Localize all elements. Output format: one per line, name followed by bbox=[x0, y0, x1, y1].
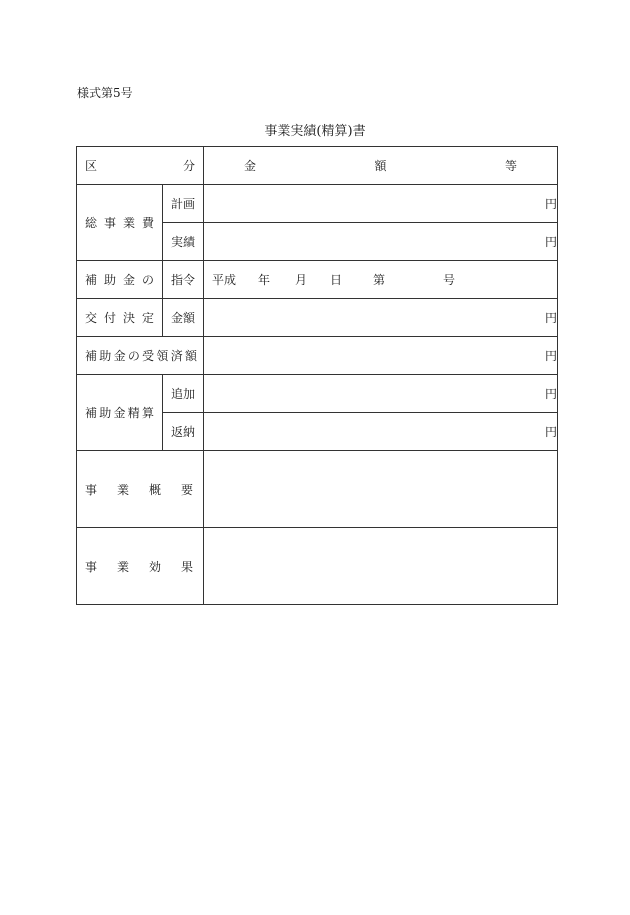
yen-unit: 円 bbox=[544, 311, 557, 325]
header-amount-cell bbox=[204, 147, 558, 185]
received-char: 金 bbox=[113, 349, 126, 363]
settlement-char: 精 bbox=[127, 406, 140, 420]
return-label: 返納 bbox=[163, 413, 204, 451]
settlement-char: 算 bbox=[141, 406, 154, 420]
yen-unit: 円 bbox=[544, 235, 557, 249]
received-char: 受 bbox=[142, 349, 155, 363]
grant-decision-char: 金 bbox=[122, 273, 135, 287]
yen-unit: 円 bbox=[544, 387, 557, 401]
grant-amount-row bbox=[77, 299, 558, 337]
grant-decision-char: 決 bbox=[122, 311, 135, 325]
overview-char: 概 bbox=[148, 482, 161, 497]
received-label-cell bbox=[77, 337, 204, 375]
order-era: 平成 bbox=[212, 273, 237, 287]
grant-decision-char: の bbox=[141, 273, 154, 287]
order-day: 日 bbox=[330, 273, 343, 287]
plan-label: 計画 bbox=[163, 185, 204, 223]
effect-char: 事 bbox=[85, 559, 98, 574]
settlement-add-row bbox=[77, 375, 558, 413]
actual-amount-field[interactable] bbox=[204, 223, 558, 261]
add-amount-field[interactable] bbox=[204, 375, 558, 413]
total-cost-label-cell bbox=[77, 185, 163, 261]
document-title: 事業実績(精算)書 bbox=[264, 124, 366, 139]
grant-order-row bbox=[77, 261, 558, 299]
total-cost-char: 費 bbox=[141, 216, 154, 230]
received-char: 額 bbox=[184, 349, 197, 363]
settlement-label-cell bbox=[77, 375, 163, 451]
grant-decision-char: 付 bbox=[103, 311, 116, 325]
header-amount-char: 等 bbox=[504, 159, 517, 173]
yen-unit: 円 bbox=[544, 349, 557, 363]
overview-char: 事 bbox=[85, 482, 98, 497]
order-year: 年 bbox=[258, 273, 271, 287]
received-char: 助 bbox=[99, 349, 112, 363]
total-cost-char: 事 bbox=[103, 216, 116, 230]
overview-row bbox=[77, 451, 558, 528]
header-category-char: 区 bbox=[85, 159, 98, 173]
received-char: 済 bbox=[170, 349, 183, 363]
actual-label: 実績 bbox=[163, 223, 204, 261]
header-amount-char: 金 bbox=[244, 159, 257, 173]
overview-label-cell bbox=[77, 451, 204, 528]
received-char: の bbox=[127, 349, 140, 363]
order-label: 指令 bbox=[163, 261, 204, 299]
yen-unit: 円 bbox=[544, 197, 557, 211]
grant-decision-char: 定 bbox=[141, 311, 154, 325]
effect-row bbox=[77, 528, 558, 605]
header-amount-char: 額 bbox=[374, 159, 387, 173]
grant-decision-char: 助 bbox=[103, 273, 116, 287]
grant-decision-label-line2 bbox=[77, 299, 163, 337]
order-month: 月 bbox=[295, 273, 308, 287]
total-cost-char: 業 bbox=[122, 216, 135, 230]
settlement-char: 金 bbox=[113, 406, 126, 420]
order-go: 号 bbox=[443, 273, 456, 287]
add-label: 追加 bbox=[163, 375, 204, 413]
grant-amount-field[interactable] bbox=[204, 299, 558, 337]
amount-label: 金額 bbox=[163, 299, 204, 337]
return-amount-field[interactable] bbox=[204, 413, 558, 451]
grant-decision-char: 補 bbox=[85, 273, 98, 287]
header-category-char: 分 bbox=[182, 159, 195, 173]
effect-char: 果 bbox=[180, 559, 193, 574]
settlement-char: 助 bbox=[99, 406, 112, 420]
effect-char: 効 bbox=[148, 559, 161, 574]
effect-label-cell bbox=[77, 528, 204, 605]
overview-char: 要 bbox=[180, 482, 193, 497]
grant-decision-label-line1 bbox=[77, 261, 163, 299]
header-category-cell bbox=[77, 147, 204, 185]
form-number: 様式第5号 bbox=[77, 86, 133, 100]
plan-amount-field[interactable] bbox=[204, 185, 558, 223]
effect-field[interactable] bbox=[204, 528, 558, 605]
received-amount-field[interactable] bbox=[204, 337, 558, 375]
order-dai: 第 bbox=[373, 273, 386, 287]
received-char: 補 bbox=[85, 349, 98, 363]
effect-char: 業 bbox=[116, 559, 129, 574]
overview-field[interactable] bbox=[204, 451, 558, 528]
report-table bbox=[76, 146, 558, 605]
total-cost-plan-row bbox=[77, 185, 558, 223]
settlement-char: 補 bbox=[85, 406, 98, 420]
order-field[interactable] bbox=[204, 261, 558, 299]
grant-decision-char: 交 bbox=[85, 311, 98, 325]
received-row bbox=[77, 337, 558, 375]
overview-char: 業 bbox=[116, 482, 129, 497]
received-char: 領 bbox=[156, 349, 169, 363]
total-cost-char: 総 bbox=[85, 216, 98, 230]
header-row bbox=[77, 147, 558, 185]
yen-unit: 円 bbox=[544, 425, 557, 439]
